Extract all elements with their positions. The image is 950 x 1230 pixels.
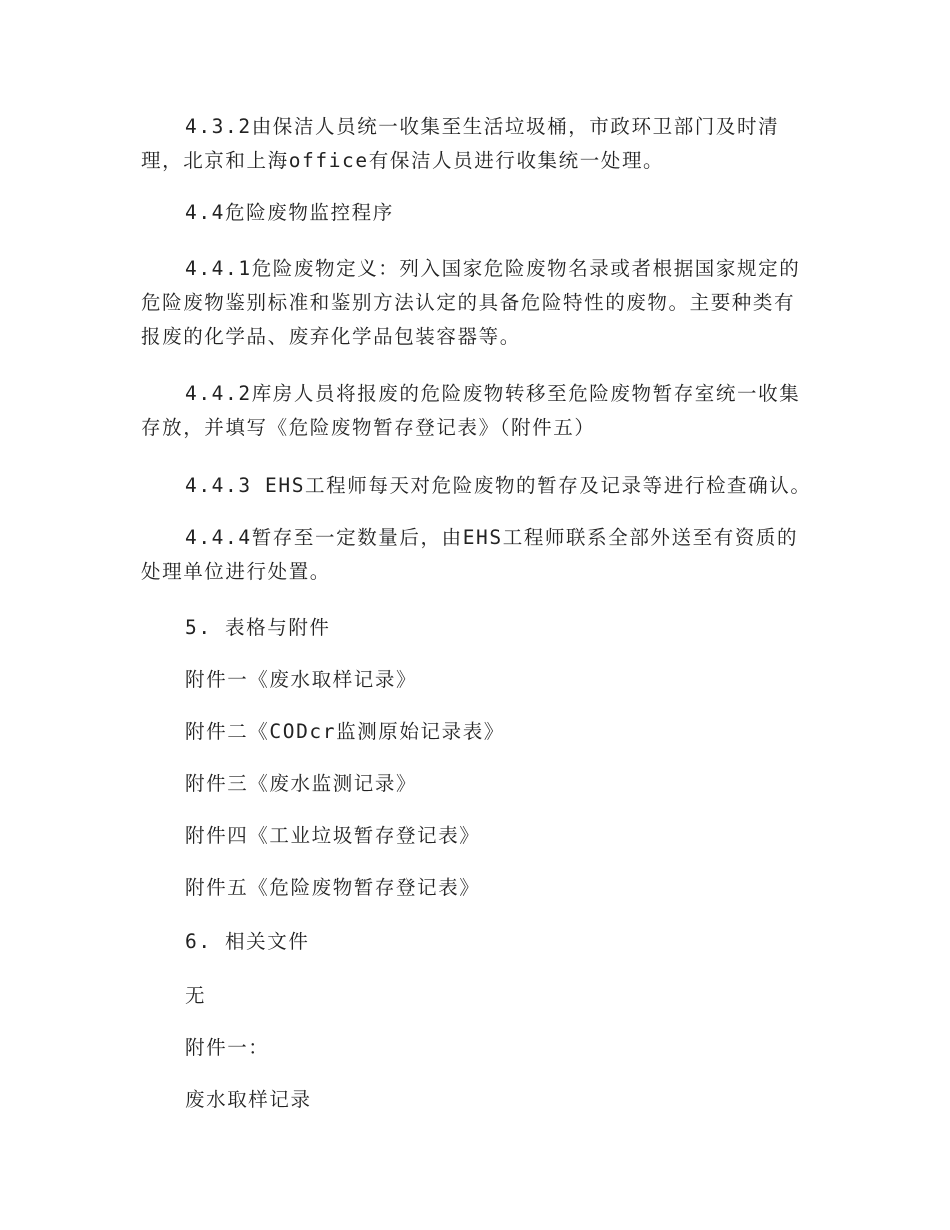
attachment-item: 附件三《废水监测记录》 [185,772,418,795]
paragraph-4-4-1: 4.4.1危险废物定义：列入国家危险废物名录或者根据国家规定的危险废物鉴别标准和鉴别方法认定的具备危险特性的废物。主要种类有报废的化学品、废弃化学品包装容器等。 [141,257,801,348]
attachment-item: 附件一《废水取样记录》 [185,668,418,691]
heading-4-4: 4.4危险废物监控程序 [185,201,394,224]
none-text: 无 [185,984,207,1007]
attachment-one-title: 废水取样记录 [185,1088,312,1111]
attachment-item: 附件五《危险废物暂存登记表》 [185,876,481,899]
paragraph-4-4-3: 4.4.3 EHS工程师每天对危险废物的暂存及记录等进行检查确认。 [185,474,812,497]
attachment-item: 附件二《CODcr监测原始记录表》 [185,720,505,743]
attachment-one-label: 附件一： [185,1036,270,1059]
attachment-item: 附件四《工业垃圾暂存登记表》 [185,824,481,847]
paragraph-4-4-2: 4.4.2库房人员将报废的危险废物转移至危险废物暂存室统一收集存放，并填写《危险废物暂存登记表》（附件五） [141,382,801,439]
paragraph-4-3-2: 4.3.2由保洁人员统一收集至生活垃圾桶，市政环卫部门及时清理，北京和上海office有保洁人员进行收集统一处理。 [141,115,780,172]
heading-5: 5. 表格与附件 [185,616,331,639]
heading-6: 6. 相关文件 [185,930,310,953]
paragraph-4-4-4: 4.4.4暂存至一定数量后，由EHS工程师联系全部外送至有资质的处理单位进行处置。 [141,526,799,583]
